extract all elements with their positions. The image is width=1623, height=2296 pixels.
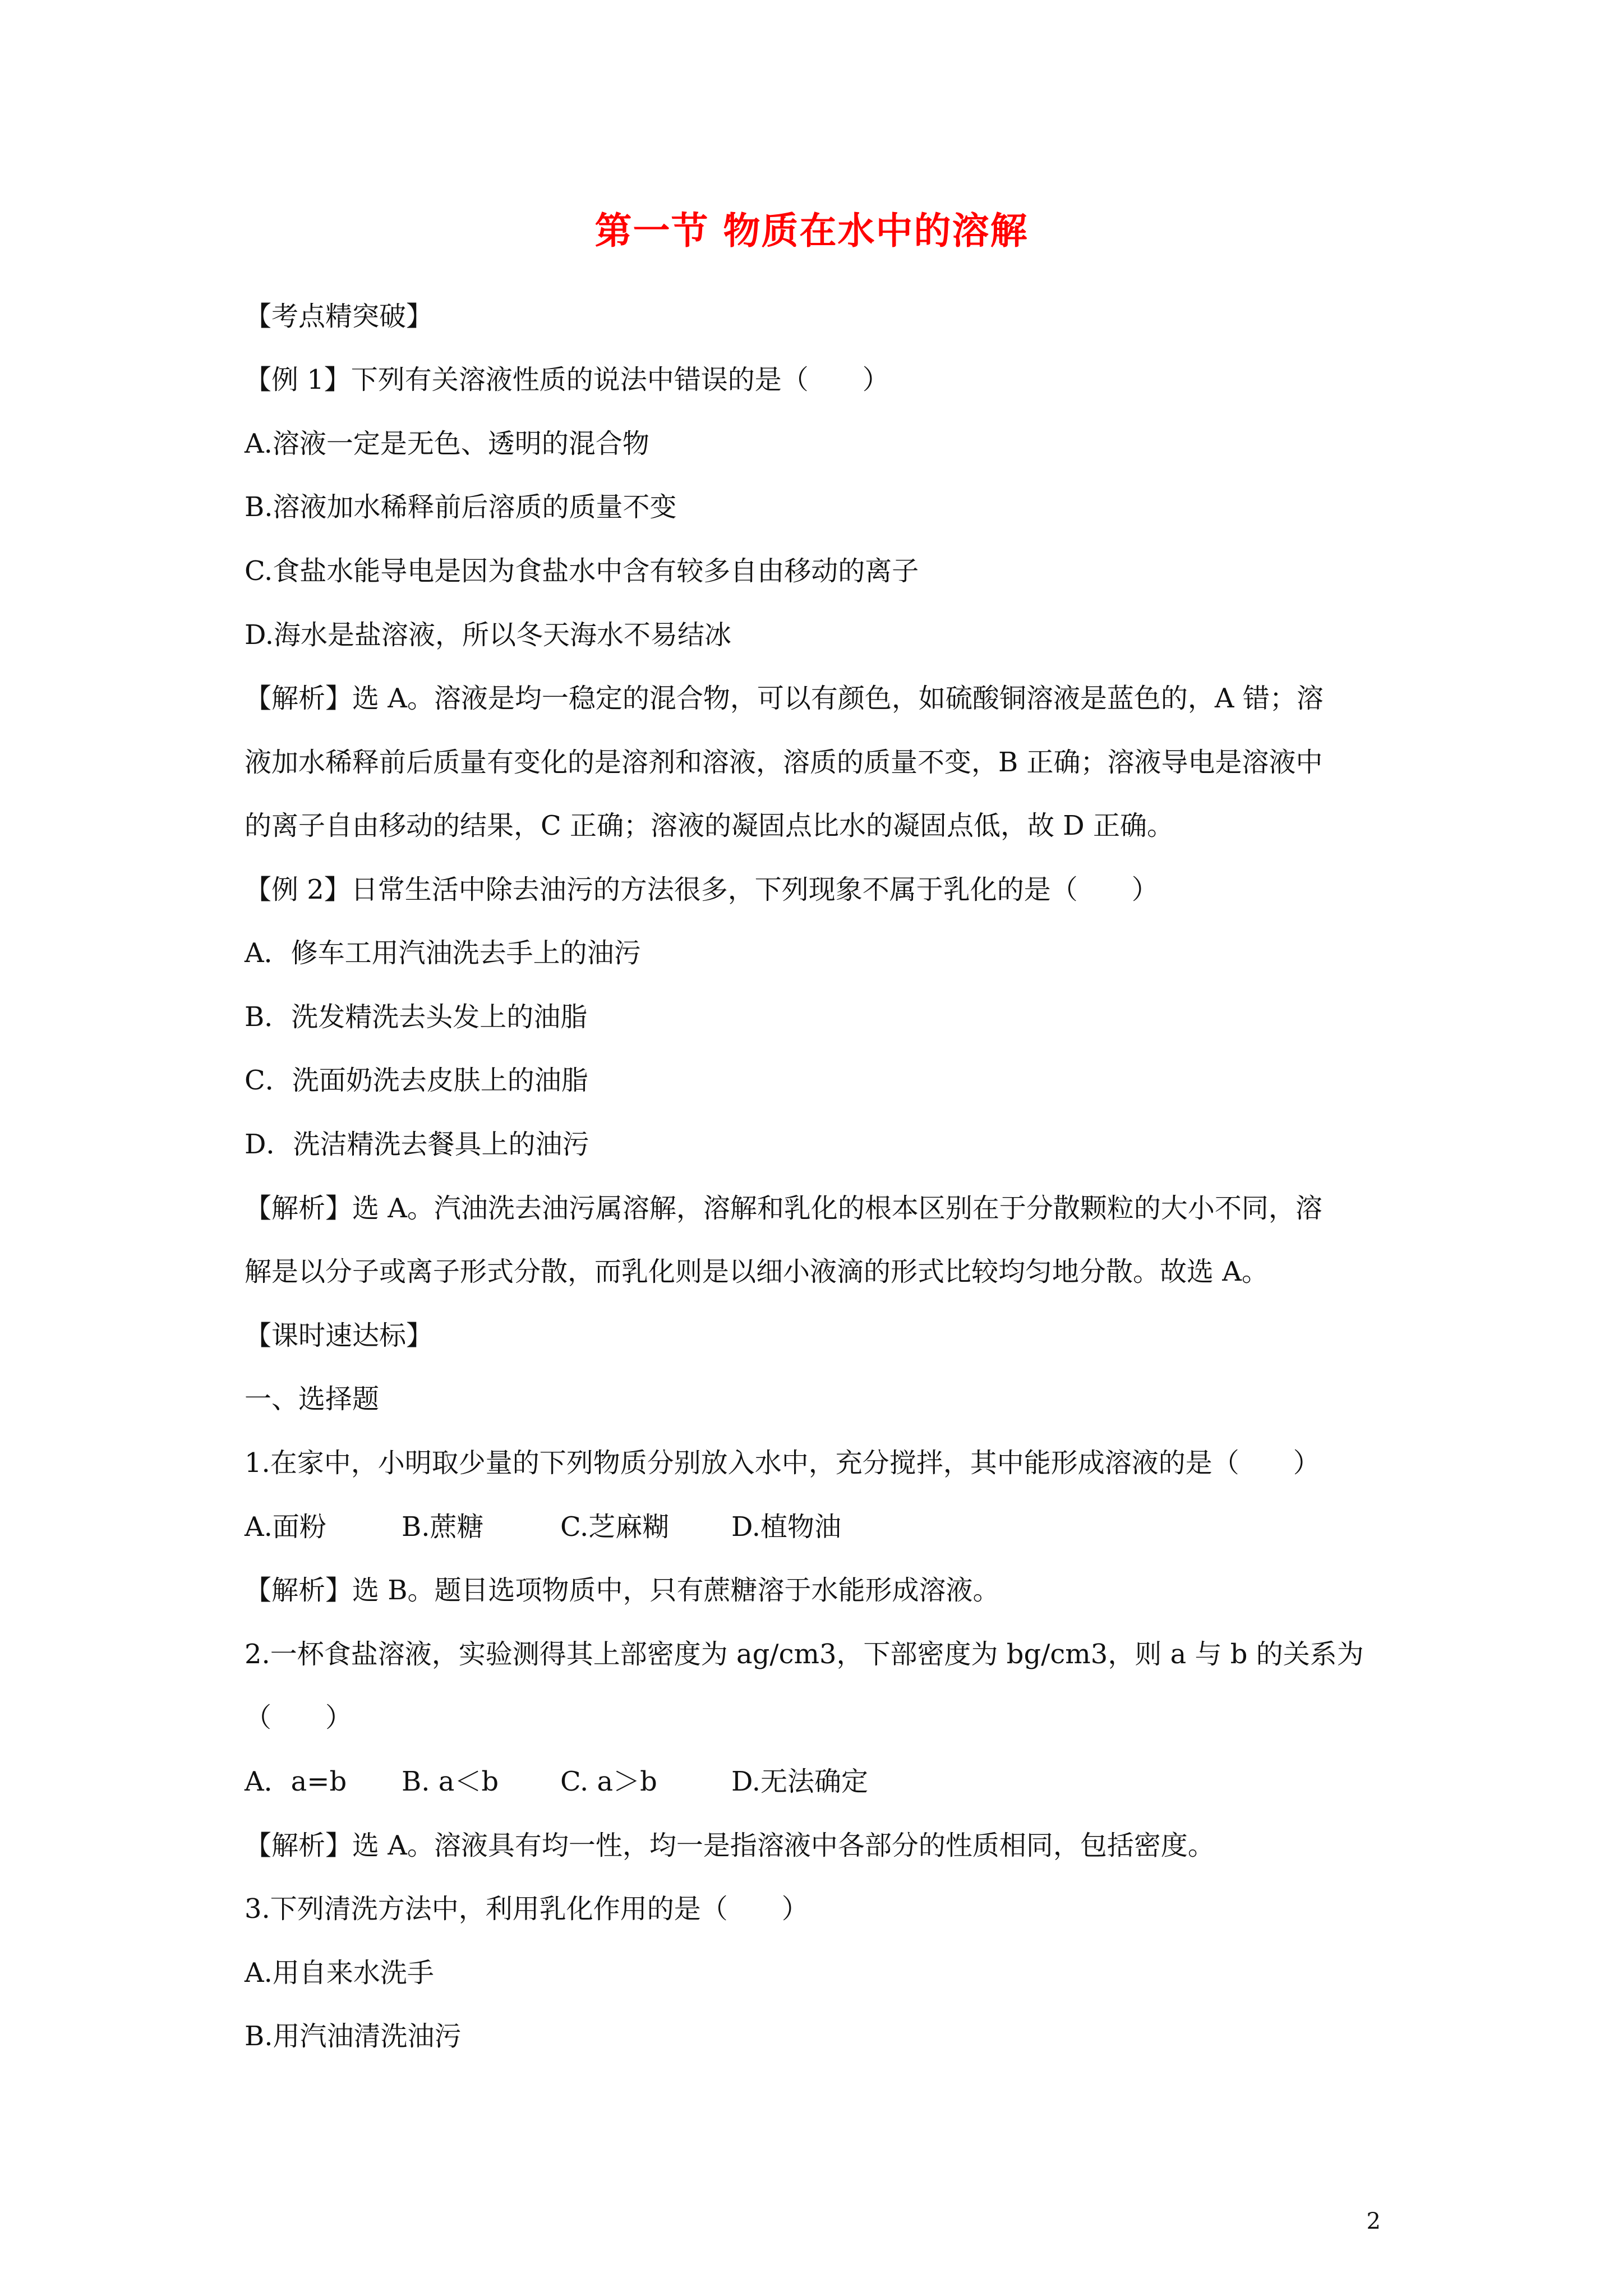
question-2-option-c: C. a＞b [560, 1766, 657, 1797]
page-number: 2 [1366, 2208, 1381, 2234]
example-1-option-c: C.食盐水能导电是因为食盐水中含有较多自由移动的离子 [245, 555, 919, 587]
part-1-header: 一、选择题 [245, 1383, 380, 1415]
question-1-option-d: D.植物油 [731, 1511, 842, 1543]
section-header-practice: 【课时速达标】 [245, 1320, 434, 1351]
example-2-option-a: A．修车工用汽油洗去手上的油污 [245, 937, 641, 969]
example-2-analysis-line-1: 【解析】选 A。汽油洗去油污属溶解，溶解和乳化的根本区别在于分散颗粒的大小不同，溶 [245, 1193, 1322, 1224]
question-1-option-c: C.芝麻糊 [560, 1511, 670, 1543]
example-2-option-c: C．洗面奶洗去皮肤上的油脂 [245, 1065, 588, 1096]
example-1-analysis-line-3: 的离子自由移动的结果，C 正确；溶液的凝固点比水的凝固点低，故 D 正确。 [245, 810, 1174, 841]
example-1-option-b: B.溶液加水稀释前后溶质的质量不变 [245, 491, 677, 523]
example-1-analysis-line-1: 【解析】选 A。溶液是均一稳定的混合物，可以有颜色，如硫酸铜溶液是蓝色的，A 错；溶 [245, 683, 1324, 714]
example-1-analysis-line-2: 液加水稀释前后质量有变化的是溶剂和溶液，溶质的质量不变，B 正确；溶液导电是溶液中 [245, 747, 1323, 778]
question-1-options [245, 1511, 842, 1543]
example-1-option-a: A.溶液一定是无色、透明的混合物 [245, 428, 649, 459]
example-1-option-d: D.海水是盐溶液，所以冬天海水不易结冰 [245, 619, 732, 651]
question-3: 3.下列清洗方法中，利用乳化作用的是（ ） [245, 1893, 809, 1925]
question-3-option-a: A.用自来水洗手 [245, 1957, 434, 1989]
example-2-question: 【例 2】日常生活中除去油污的方法很多，下列现象不属于乳化的是（ ） [245, 874, 1159, 905]
question-2-continued: （ ） [245, 1702, 353, 1733]
question-1-analysis: 【解析】选 B。题目选项物质中，只有蔗糖溶于水能形成溶液。 [245, 1575, 1000, 1606]
question-2-options [245, 1768, 868, 1795]
question-2-option-a: A．a=b [245, 1766, 347, 1797]
question-3-option-b: B.用汽油清洗油污 [245, 2021, 462, 2052]
question-2-analysis: 【解析】选 A。溶液具有均一性，均一是指溶液中各部分的性质相同，包括密度。 [245, 1830, 1215, 1861]
example-1-question: 【例 1】下列有关溶液性质的说法中错误的是（ ） [245, 364, 889, 395]
question-1-option-a: A.面粉 [245, 1511, 326, 1543]
question-2: 2.一杯食盐溶液，实验测得其上部密度为 ag/cm3，下部密度为 bg/cm3，则 a 与 b 的关系为 [245, 1639, 1364, 1670]
page-title: 第一节 物质在水中的溶解 [594, 209, 1029, 252]
example-2-option-d: D．洗洁精洗去餐具上的油污 [245, 1129, 589, 1160]
example-2-option-b: B．洗发精洗去头发上的油脂 [245, 1001, 588, 1033]
question-2-option-b: B. a＜b [402, 1766, 499, 1797]
question-1-option-b: B.蔗糖 [402, 1511, 484, 1543]
example-2-analysis-line-2: 解是以分子或离子形式分散，而乳化则是以细小液滴的形式比较均匀地分散。故选 A。 [245, 1256, 1269, 1287]
section-header-key-points: 【考点精突破】 [245, 301, 434, 332]
question-1: 1.在家中，小明取少量的下列物质分别放入水中，充分搅拌，其中能形成溶液的是（ ） [245, 1447, 1320, 1479]
question-2-option-d: D.无法确定 [731, 1766, 869, 1797]
